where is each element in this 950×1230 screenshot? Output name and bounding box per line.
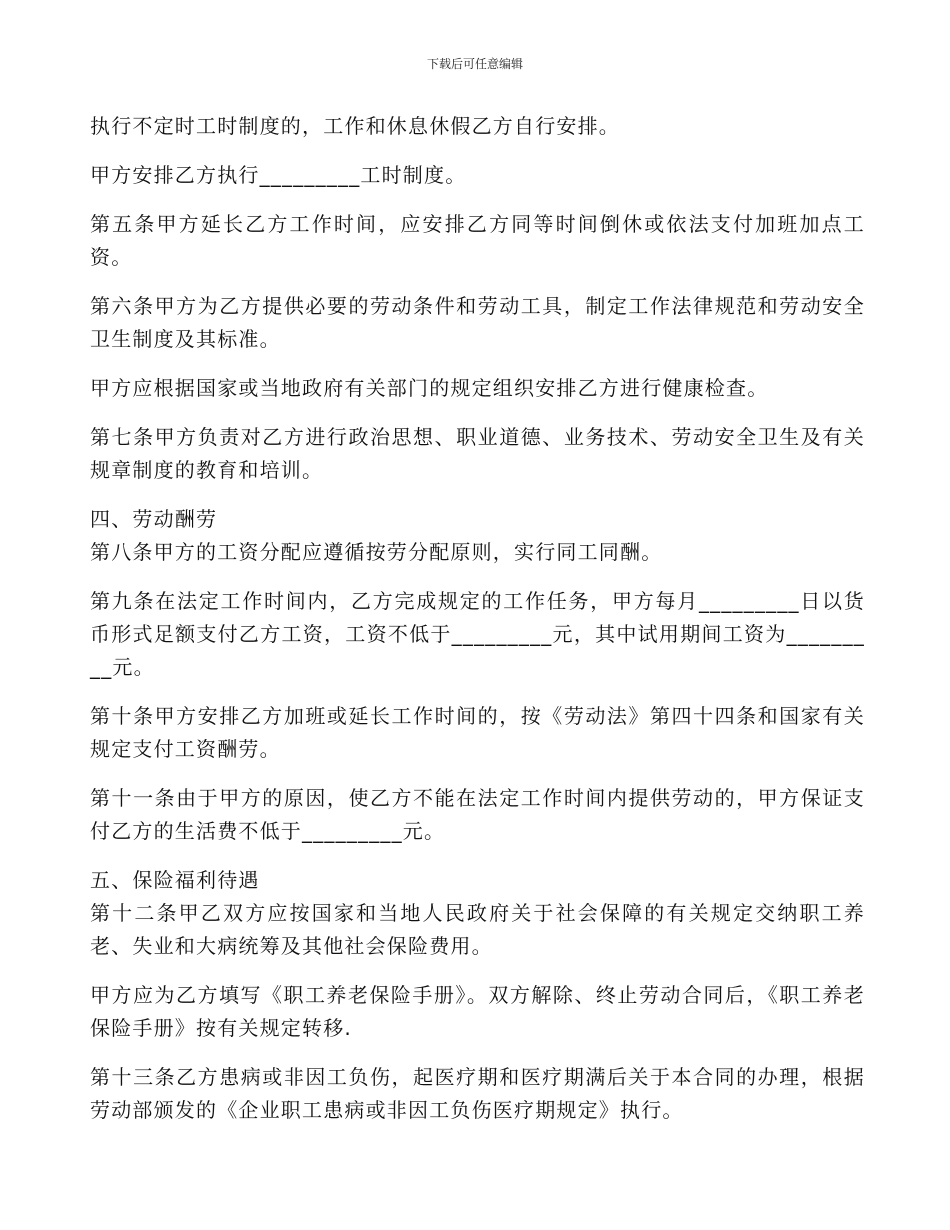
paragraph-flexible-hours: 执行不定时工时制度的，工作和休息休假乙方自行安排。 [90, 114, 620, 138]
paragraph-health-check: 甲方应根据国家或当地政府有关部门的规定组织安排乙方进行健康检查。 [90, 376, 769, 400]
paragraph-hours-system: 甲方安排乙方执行_________工时制度。 [90, 163, 467, 187]
section-heading-remuneration: 四、劳动酬劳 [90, 507, 218, 531]
paragraph-article-12: 第十二条甲乙双方应按国家和当地人民政府关于社会保障的有关规定交纳职工养老、失业和大病统筹及其他社会保险费用。 [90, 901, 865, 958]
paragraph-pension-handbook: 甲方应为乙方填写《职工养老保险手册》。双方解除、终止劳动合同后，《职工养老保险手册》按有关规定转移. [90, 983, 865, 1040]
paragraph-article-11: 第十一条由于甲方的原因，使乙方不能在法定工作时间内提供劳动的，甲方保证支付乙方的生活费不低于_________元。 [90, 786, 865, 843]
paragraph-article-7: 第七条甲方负责对乙方进行政治思想、职业道德、业务技术、劳动安全卫生及有关规章制度的教育和培训。 [90, 425, 865, 482]
paragraph-article-13: 第十三条乙方患病或非因工负伤，起医疗期和医疗期满后关于本合同的办理，根据劳动部颁发的《企业职工患病或非因工负伤医疗期规定》执行。 [90, 1065, 865, 1122]
paragraph-article-5: 第五条甲方延长乙方工作时间，应安排乙方同等时间倒休或依法支付加班加点工资。 [90, 212, 865, 269]
page-header-note: 下载后可任意编辑 [426, 57, 523, 71]
paragraph-article-8: 第八条甲方的工资分配应遵循按劳分配原则，实行同工同酬。 [90, 540, 663, 564]
paragraph-article-6: 第六条甲方为乙方提供必要的劳动条件和劳动工具，制定工作法律规范和劳动安全卫生制度及其标准。 [90, 294, 865, 351]
section-heading-insurance: 五、保险福利待遇 [90, 868, 260, 892]
paragraph-article-9: 第九条在法定工作时间内，乙方完成规定的工作任务，甲方每月_________日以货币形式足额支付乙方工资，工资不低于_________元，其中试用期间工资为_________元。 [90, 589, 865, 679]
document-body [90, 110, 865, 1127]
paragraph-article-10: 第十条甲方安排乙方加班或延长工作时间的，按《劳动法》第四十四条和国家有关规定支付工资酬劳。 [90, 704, 865, 761]
